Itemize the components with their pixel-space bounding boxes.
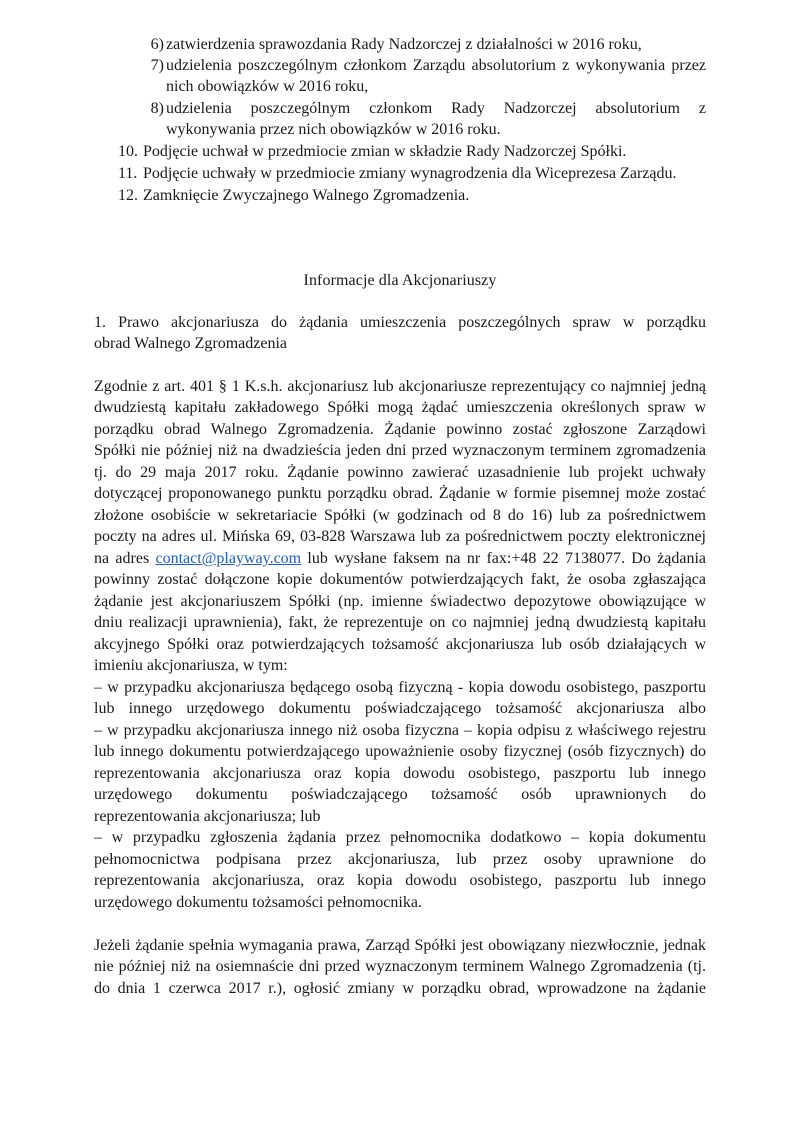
subitem-number: 8) bbox=[150, 100, 164, 117]
paragraph-line: powinny zostać dołączone kopie dokumentów potwierdzających fakt, że osoba zgłaszająca bbox=[94, 571, 706, 588]
paragraph-line: poczty na adres ul. Mińska 69, 03-828 Warszawa lub za pośrednictwem poczty elektronicznej bbox=[94, 528, 706, 545]
subitem-number: 7) bbox=[150, 57, 164, 74]
subitem-text: udzielenia poszczególnym członkom Rady Nadzorczej absolutorium z bbox=[166, 100, 706, 117]
email-prefix: na adres bbox=[94, 550, 156, 567]
subitem-text-cont: wykonywania przez nich obowiązków w 2016 roku. bbox=[166, 121, 501, 138]
paragraph-line: do dnia 1 czerwca 2017 r.), ogłosić zmiany w porządku obrad, wprowadzone na żądanie bbox=[94, 980, 706, 997]
item-number: 12. bbox=[118, 187, 138, 204]
item-text: Podjęcie uchwały w przedmiocie zmiany wynagrodzenia dla Wiceprezesa Zarządu. bbox=[143, 165, 677, 182]
paragraph-line: dotyczącej proponowanego punktu porządku obrad. Żądanie w formie pisemnej może zostać bbox=[94, 485, 706, 502]
paragraph-line-email bbox=[94, 548, 706, 569]
paragraph-line: akcyjnego Spółki oraz potwierdzających tożsamość akcjonariusza lub osób działających w bbox=[94, 636, 706, 653]
email-link[interactable]: contact@playway.com bbox=[155, 550, 302, 567]
list-line: – w przypadku akcjonariusza innego niż osoba fizyczna – kopia odpisu z właściwego rejestru bbox=[94, 722, 706, 739]
list-line: pełnomocnictwa podpisana przez akcjonariusza, lub przez osoby uprawnione do bbox=[94, 851, 706, 868]
subitem-text: udzielenia poszczególnym członkom Zarządu absolutorium z wykonywania przez bbox=[166, 57, 706, 74]
list-line: reprezentowania akcjonariusza, oraz kopia dowodu osobistego, paszportu lub innego bbox=[94, 872, 706, 889]
list-line: urzędowego dokumentu poświadczającego tożsamość osób uprawnionych do bbox=[94, 786, 706, 803]
paragraph-line: Jeżeli żądanie spełnia wymagania prawa, Zarząd Spółki jest obowiązany niezwłocznie, jednak bbox=[94, 937, 706, 954]
section-title: 1. Prawo akcjonariusza do żądania umieszczenia poszczególnych spraw w porządku bbox=[94, 314, 706, 331]
paragraph-line: złożone osobiście w sekretariacie Spółki (w godzinach od 8 do 16) lub za pośrednictwem bbox=[94, 507, 706, 524]
paragraph-line: dniu realizacji uprawnienia), fakt, że reprezentuje on co najmniej jedną dwudziestą kapitału bbox=[94, 614, 706, 631]
list-line: reprezentowania akcjonariusza oraz kopia dowodu osobistego, paszportu lub innego bbox=[94, 765, 706, 782]
list-line: lub innego urzędowego dokumentu poświadczającego tożsamość akcjonariusza albo bbox=[94, 700, 706, 717]
section-title-cont: obrad Walnego Zgromadzenia bbox=[94, 335, 288, 352]
paragraph-line: Zgodnie z art. 401 § 1 K.s.h. akcjonariusz lub akcjonariusze reprezentujący co najmniej jedną bbox=[94, 378, 706, 395]
item-number: 10. bbox=[118, 143, 138, 160]
paragraph-line: nie później niż na osiemnaście dni przed wyznaczonym terminem Walnego Zgromadzenia (tj. bbox=[94, 958, 706, 975]
paragraph-line: imieniu akcjonariusza, w tym: bbox=[94, 657, 288, 674]
list-line: lub innego dokumentu potwierdzającego upoważnienie osoby fizycznej (osób fizycznych) do bbox=[94, 743, 706, 760]
list-line: reprezentowania akcjonariusza; lub bbox=[94, 808, 321, 825]
item-text: Zamknięcie Zwyczajnego Walnego Zgromadzenia. bbox=[143, 187, 470, 204]
email-suffix: lub wysłane faksem na nr fax:+48 22 7138077. Do żądania bbox=[301, 550, 707, 567]
item-text: Podjęcie uchwał w przedmiocie zmian w składzie Rady Nadzorczej Spółki. bbox=[143, 143, 627, 160]
subitem-number: 6) bbox=[150, 36, 164, 53]
paragraph-line: żądanie jest akcjonariuszem Spółki (np. imienne świadectwo depozytowe obowiązujące w bbox=[94, 593, 706, 610]
item-number: 11. bbox=[118, 165, 138, 182]
subitem-text: zatwierdzenia sprawozdania Rady Nadzorczej z działalności w 2016 roku, bbox=[166, 36, 642, 53]
paragraph-line: tj. do 29 maja 2017 roku. Żądanie powinno zawierać uzasadnienie lub projekt uchwały bbox=[94, 464, 706, 481]
info-heading: Informacje dla Akcjonariuszy bbox=[303, 272, 497, 289]
paragraph-line: dwudziestą kapitału zakładowego Spółki mogą żądać umieszczenia określonych spraw w bbox=[94, 399, 706, 416]
list-line: – w przypadku zgłoszenia żądania przez pełnomocnika dodatkowo – kopia dokumentu bbox=[94, 829, 706, 846]
list-line: – w przypadku akcjonariusza będącego osobą fizyczną - kopia dowodu osobistego, paszportu bbox=[94, 679, 706, 696]
subitem-text-cont: nich obowiązków w 2016 roku, bbox=[166, 78, 369, 95]
list-line: urzędowego dokumentu tożsamości pełnomocnika. bbox=[94, 894, 422, 911]
paragraph-line: Spółki nie później niż na dwadzieścia jeden dni przed wyznaczonym terminem zgromadzenia bbox=[94, 442, 706, 459]
paragraph-line: porządku obrad Walnego Zgromadzenia. Żądanie powinno zostać zgłoszone Zarządowi bbox=[94, 421, 706, 438]
